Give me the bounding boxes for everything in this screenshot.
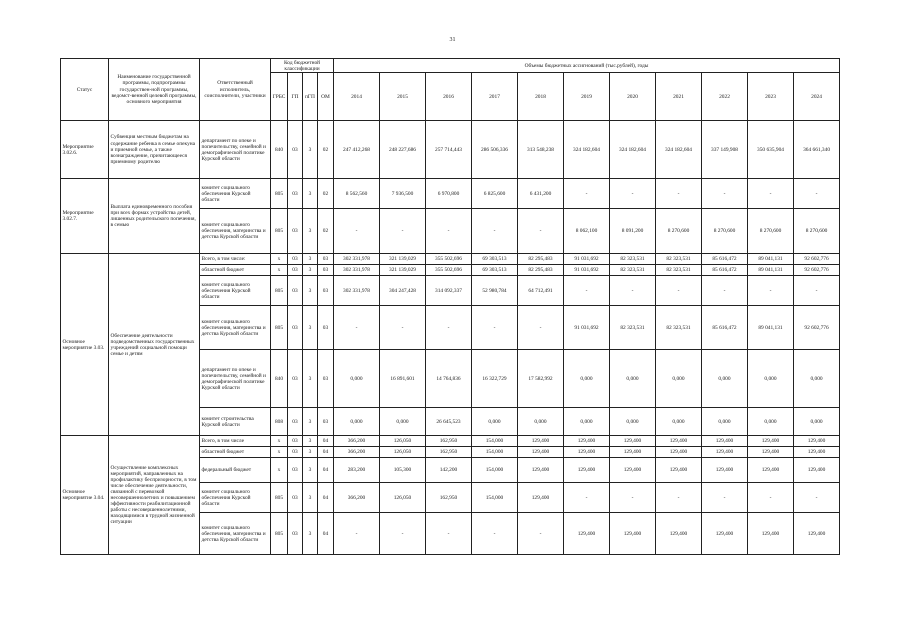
row-value: 162,950 xyxy=(426,447,472,458)
row-executor: комитет социального обеспечения Курской области xyxy=(200,276,271,306)
row-executor: областной бюджет xyxy=(200,447,271,458)
row-value: 129,400 xyxy=(610,436,656,447)
row-code: х xyxy=(271,254,288,265)
row-value: 154,000 xyxy=(472,483,518,513)
row-code: 03 xyxy=(288,350,303,408)
header-year: 2015 xyxy=(380,73,426,121)
row-value: - xyxy=(794,276,840,306)
row-value: 89 041,131 xyxy=(748,254,794,265)
row-value: 89 041,131 xyxy=(748,306,794,350)
row-executor: департамент по опеке и попечительству, семейной и демографической политике Курской области xyxy=(200,121,271,179)
row-value: 6 431,200 xyxy=(518,179,564,209)
row-value: 0,000 xyxy=(472,408,518,436)
row-code: 3 xyxy=(303,458,318,483)
row-value: 0,000 xyxy=(334,350,380,408)
row-value: 302 331,978 xyxy=(334,254,380,265)
row-value: - xyxy=(794,483,840,513)
row-value: - xyxy=(472,513,518,555)
row-value: 85 616,472 xyxy=(702,306,748,350)
row-value: 0,000 xyxy=(564,408,610,436)
row-value: - xyxy=(794,179,840,209)
row-code: 03 xyxy=(288,209,303,254)
row-value: 0,000 xyxy=(334,408,380,436)
row-code: 3 xyxy=(303,265,318,276)
row-value: 366,200 xyxy=(334,483,380,513)
row-code: 03 xyxy=(318,408,334,436)
row-value: 321 139,029 xyxy=(380,254,426,265)
row-value: - xyxy=(426,513,472,555)
row-value: - xyxy=(702,483,748,513)
row-value: 0,000 xyxy=(656,350,702,408)
header-status: Статус xyxy=(61,59,109,121)
row-value: 248 227,686 xyxy=(380,121,426,179)
table-row xyxy=(61,179,840,209)
header-code-col: ОМ xyxy=(318,73,334,121)
row-code: 03 xyxy=(288,265,303,276)
row-value: - xyxy=(472,306,518,350)
row-value: - xyxy=(472,209,518,254)
row-value: - xyxy=(380,513,426,555)
row-value: 64 712,491 xyxy=(518,276,564,306)
row-code: 03 xyxy=(288,179,303,209)
row-value: 92 602,776 xyxy=(794,254,840,265)
row-value: 92 602,776 xyxy=(794,265,840,276)
row-value: - xyxy=(334,209,380,254)
row-value: 129,400 xyxy=(794,513,840,555)
row-value: 0,000 xyxy=(702,408,748,436)
row-value: 8 091,200 xyxy=(610,209,656,254)
row-value: - xyxy=(610,179,656,209)
row-value: 337 149,908 xyxy=(702,121,748,179)
row-code: х xyxy=(271,436,288,447)
header-code-col: ГРБС xyxy=(271,73,288,121)
row-value: 129,400 xyxy=(748,447,794,458)
row-code: 03 xyxy=(318,276,334,306)
row-executor: комитет социального обеспечения, материнства и детства Курской области xyxy=(200,306,271,350)
row-value: 82 323,531 xyxy=(656,306,702,350)
row-code: 805 xyxy=(271,513,288,555)
row-value: 6 825,600 xyxy=(472,179,518,209)
row-code: 04 xyxy=(318,447,334,458)
row-value: 129,400 xyxy=(518,436,564,447)
row-value: 91 031,692 xyxy=(564,254,610,265)
row-value: 129,400 xyxy=(702,447,748,458)
row-value: 162,950 xyxy=(426,483,472,513)
row-value: 14 764,836 xyxy=(426,350,472,408)
row-code: 3 xyxy=(303,408,318,436)
row-value: 129,400 xyxy=(518,483,564,513)
row-value: 0,000 xyxy=(794,408,840,436)
header-name: Наименование государственной программы, подпрограммы государствен-ной программы, ведомст-венной целевой программы, основного мероприятия xyxy=(109,59,200,121)
row-value: 129,400 xyxy=(748,513,794,555)
row-code: 3 xyxy=(303,513,318,555)
header-year: 2017 xyxy=(472,73,518,121)
row-value: 129,400 xyxy=(564,436,610,447)
row-value: 0,000 xyxy=(702,350,748,408)
row-code: 3 xyxy=(303,306,318,350)
row-code: 3 xyxy=(303,436,318,447)
row-value: 0,000 xyxy=(794,350,840,408)
row-value: 129,400 xyxy=(656,447,702,458)
row-code: 3 xyxy=(303,121,318,179)
row-value: - xyxy=(334,306,380,350)
row-value: 129,400 xyxy=(610,447,656,458)
row-value: 162,950 xyxy=(426,436,472,447)
row-code: 3 xyxy=(303,350,318,408)
row-value: 0,000 xyxy=(656,408,702,436)
row-value: 355 502,696 xyxy=(426,265,472,276)
row-value: 355 502,696 xyxy=(426,254,472,265)
row-code: х xyxy=(271,447,288,458)
row-value: 82 323,531 xyxy=(610,265,656,276)
row-value: 129,400 xyxy=(564,513,610,555)
row-code: 805 xyxy=(271,179,288,209)
table-row xyxy=(61,121,840,179)
header-year: 2021 xyxy=(656,73,702,121)
row-executor: комитет строительства Курской области xyxy=(200,408,271,436)
row-value: 366,200 xyxy=(334,436,380,447)
header-year: 2023 xyxy=(748,73,794,121)
row-code: 805 xyxy=(271,209,288,254)
row-code: 3 xyxy=(303,179,318,209)
row-value: 85 616,472 xyxy=(702,254,748,265)
row-value: 324 182,604 xyxy=(610,121,656,179)
row-executor: Всего, в том числе: xyxy=(200,254,271,265)
header-year: 2024 xyxy=(794,73,840,121)
row-value: 283,200 xyxy=(334,458,380,483)
row-code: 03 xyxy=(288,276,303,306)
row-value: 313 548,238 xyxy=(518,121,564,179)
row-executor: Всего, в том числе xyxy=(200,436,271,447)
row-value: - xyxy=(656,276,702,306)
row-value: 350 635,904 xyxy=(748,121,794,179)
row-code: 840 xyxy=(271,350,288,408)
row-value: 314 092,337 xyxy=(426,276,472,306)
row-code: 02 xyxy=(318,209,334,254)
row-value: 126,050 xyxy=(380,483,426,513)
row-code: х xyxy=(271,265,288,276)
row-code: 3 xyxy=(303,276,318,306)
row-name: Осуществление комплексных мероприятий, направленных на профилактику беспризорности, в том числе обеспечение деятельности, связанной с перевозкой несовершеннолетних и повышением эффективности реабилитационной работы с несовершеннолетними, находящимися в трудной жизненной ситуации xyxy=(109,436,200,555)
row-value: 82 323,531 xyxy=(656,254,702,265)
row-value: 324 182,604 xyxy=(656,121,702,179)
row-executor: комитет социального обеспечения Курской области xyxy=(200,179,271,209)
row-value: 129,400 xyxy=(702,513,748,555)
row-value: 129,400 xyxy=(656,436,702,447)
row-value: 324 182,604 xyxy=(564,121,610,179)
row-value: - xyxy=(748,483,794,513)
header-year: 2016 xyxy=(426,73,472,121)
row-code: 04 xyxy=(318,458,334,483)
row-value: - xyxy=(702,179,748,209)
row-value: 126,050 xyxy=(380,447,426,458)
header-year: 2018 xyxy=(518,73,564,121)
row-value: - xyxy=(426,306,472,350)
row-value: 16 322,729 xyxy=(472,350,518,408)
row-code: 840 xyxy=(271,121,288,179)
row-value: 8 562,560 xyxy=(334,179,380,209)
row-code: 03 xyxy=(318,254,334,265)
row-value: 129,400 xyxy=(748,458,794,483)
row-code: 3 xyxy=(303,483,318,513)
row-value: 85 616,472 xyxy=(702,265,748,276)
row-value: 142,200 xyxy=(426,458,472,483)
row-value: 16 891,601 xyxy=(380,350,426,408)
header-volumes: Объемы бюджетных ассигнований (тыс.рублей), годы xyxy=(334,59,840,73)
header-executor: Ответственный исполнитель, соисполнители, участники xyxy=(200,59,271,121)
row-executor: комитет социального обеспечения, материнства и детства Курской области xyxy=(200,209,271,254)
row-code: 03 xyxy=(318,306,334,350)
row-code: 03 xyxy=(288,436,303,447)
row-value: 129,400 xyxy=(656,513,702,555)
row-value: - xyxy=(656,179,702,209)
row-value: 126,050 xyxy=(380,436,426,447)
row-value: 364 661,340 xyxy=(794,121,840,179)
header-year: 2020 xyxy=(610,73,656,121)
row-value: 7 936,500 xyxy=(380,179,426,209)
row-code: 03 xyxy=(318,350,334,408)
row-value: - xyxy=(564,276,610,306)
row-executor: федеральный бюджет xyxy=(200,458,271,483)
row-value: 0,000 xyxy=(748,350,794,408)
row-value: - xyxy=(610,276,656,306)
header-budget-code: Код бюджетной классификации xyxy=(271,59,334,73)
row-value: 129,400 xyxy=(702,458,748,483)
row-value: 302 331,978 xyxy=(334,265,380,276)
row-name: Субвенция местным бюджетам на содержание ребенка в семье опекуна и приемной семье, а также вознаграждение, причитающееся приемному родителю xyxy=(109,121,200,179)
row-value: 129,400 xyxy=(610,458,656,483)
row-code: 805 xyxy=(271,276,288,306)
row-value: - xyxy=(518,306,564,350)
row-value: 129,400 xyxy=(564,447,610,458)
row-value: 257 714,443 xyxy=(426,121,472,179)
row-value: 6 970,800 xyxy=(426,179,472,209)
row-code: 03 xyxy=(288,458,303,483)
row-value: 247 412,268 xyxy=(334,121,380,179)
header-year: 2014 xyxy=(334,73,380,121)
row-value: 0,000 xyxy=(518,408,564,436)
page-number: 31 xyxy=(449,37,456,43)
row-value: 26 645,523 xyxy=(426,408,472,436)
row-name: Выплата единовременного пособия при всех формах устройства детей, лишенных родительского попечения, в семью xyxy=(109,179,200,254)
row-executor: комитет социального обеспечения Курской области xyxy=(200,483,271,513)
row-value: - xyxy=(748,276,794,306)
row-status: Основное мероприятие 3.03. xyxy=(61,254,109,436)
row-code: 04 xyxy=(318,483,334,513)
row-value: 0,000 xyxy=(564,350,610,408)
row-code: 805 xyxy=(271,306,288,350)
row-value: - xyxy=(748,179,794,209)
table-row xyxy=(61,254,840,265)
row-code: 805 xyxy=(271,483,288,513)
header-year: 2019 xyxy=(564,73,610,121)
row-value: 129,400 xyxy=(794,458,840,483)
row-code: 04 xyxy=(318,513,334,555)
row-value: 82 323,531 xyxy=(610,254,656,265)
row-status: Основное мероприятие 3.04. xyxy=(61,436,109,555)
row-executor: комитет социального обеспечения, материнства и детства Курской области xyxy=(200,513,271,555)
table-row xyxy=(61,436,840,447)
row-value: 52 980,784 xyxy=(472,276,518,306)
row-value: 302 331,978 xyxy=(334,276,380,306)
row-value: 82 323,531 xyxy=(610,306,656,350)
row-executor: департамент по опеке и попечительству, семейной и демографической политике Курской области xyxy=(200,350,271,408)
row-value: 0,000 xyxy=(380,408,426,436)
row-code: 03 xyxy=(318,265,334,276)
row-code: 03 xyxy=(288,254,303,265)
row-value: - xyxy=(656,483,702,513)
row-value: 129,400 xyxy=(702,436,748,447)
row-value: 91 031,692 xyxy=(564,306,610,350)
row-value: 129,400 xyxy=(518,458,564,483)
row-value: 91 031,692 xyxy=(564,265,610,276)
row-value: 8 270,600 xyxy=(702,209,748,254)
header-code-col: ГП xyxy=(288,73,303,121)
row-code: 03 xyxy=(288,408,303,436)
row-value: 129,400 xyxy=(518,447,564,458)
row-code: 3 xyxy=(303,447,318,458)
row-value: 129,400 xyxy=(748,436,794,447)
row-code: 04 xyxy=(318,436,334,447)
row-value: 154,000 xyxy=(472,436,518,447)
row-code: 808 xyxy=(271,408,288,436)
row-value: - xyxy=(380,209,426,254)
row-code: х xyxy=(271,458,288,483)
row-value: 286 506,336 xyxy=(472,121,518,179)
row-name: Обеспечение деятельности подведомственных государственных учреждений социальной помощи семье и детям xyxy=(109,254,200,436)
row-value: - xyxy=(564,483,610,513)
row-value: 89 041,131 xyxy=(748,265,794,276)
row-value: 304 247,428 xyxy=(380,276,426,306)
row-value: 0,000 xyxy=(610,408,656,436)
row-code: 03 xyxy=(288,306,303,350)
row-value: 0,000 xyxy=(748,408,794,436)
row-value: - xyxy=(610,483,656,513)
row-value: 82 295,483 xyxy=(518,254,564,265)
row-value: 8 062,100 xyxy=(564,209,610,254)
row-value: 105,300 xyxy=(380,458,426,483)
row-value: 8 270,600 xyxy=(794,209,840,254)
row-value: - xyxy=(564,179,610,209)
row-status: Мероприятие 3.02.6. xyxy=(61,121,109,179)
row-value: 129,400 xyxy=(794,447,840,458)
row-code: 03 xyxy=(288,121,303,179)
row-value: 8 270,600 xyxy=(748,209,794,254)
row-code: 03 xyxy=(288,447,303,458)
row-value: 92 602,776 xyxy=(794,306,840,350)
row-executor: областной бюджет xyxy=(200,265,271,276)
row-value: 129,400 xyxy=(656,458,702,483)
row-value: 366,200 xyxy=(334,447,380,458)
row-value: 82 323,531 xyxy=(656,265,702,276)
row-code: 02 xyxy=(318,179,334,209)
row-value: 69 303,513 xyxy=(472,254,518,265)
budget-table xyxy=(60,58,840,555)
row-value: 0,000 xyxy=(610,350,656,408)
row-value: - xyxy=(518,513,564,555)
row-value: 154,000 xyxy=(472,447,518,458)
row-value: 82 295,483 xyxy=(518,265,564,276)
row-value: 69 303,513 xyxy=(472,265,518,276)
row-value: 154,000 xyxy=(472,458,518,483)
row-value: - xyxy=(518,209,564,254)
row-value: 129,400 xyxy=(610,513,656,555)
row-code: 02 xyxy=(318,121,334,179)
row-value: - xyxy=(380,306,426,350)
row-value: - xyxy=(426,209,472,254)
header-code-col: пГП xyxy=(303,73,318,121)
row-code: 3 xyxy=(303,254,318,265)
row-code: 03 xyxy=(288,513,303,555)
row-status: Мероприятие 3.02.7. xyxy=(61,179,109,254)
row-value: 17 582,992 xyxy=(518,350,564,408)
row-code: 03 xyxy=(288,483,303,513)
row-value: 129,400 xyxy=(794,436,840,447)
row-value: 321 139,029 xyxy=(380,265,426,276)
row-value: 129,400 xyxy=(564,458,610,483)
row-value: - xyxy=(334,513,380,555)
row-code: 3 xyxy=(303,209,318,254)
header-year: 2022 xyxy=(702,73,748,121)
row-value: - xyxy=(702,276,748,306)
row-value: 8 270,600 xyxy=(656,209,702,254)
